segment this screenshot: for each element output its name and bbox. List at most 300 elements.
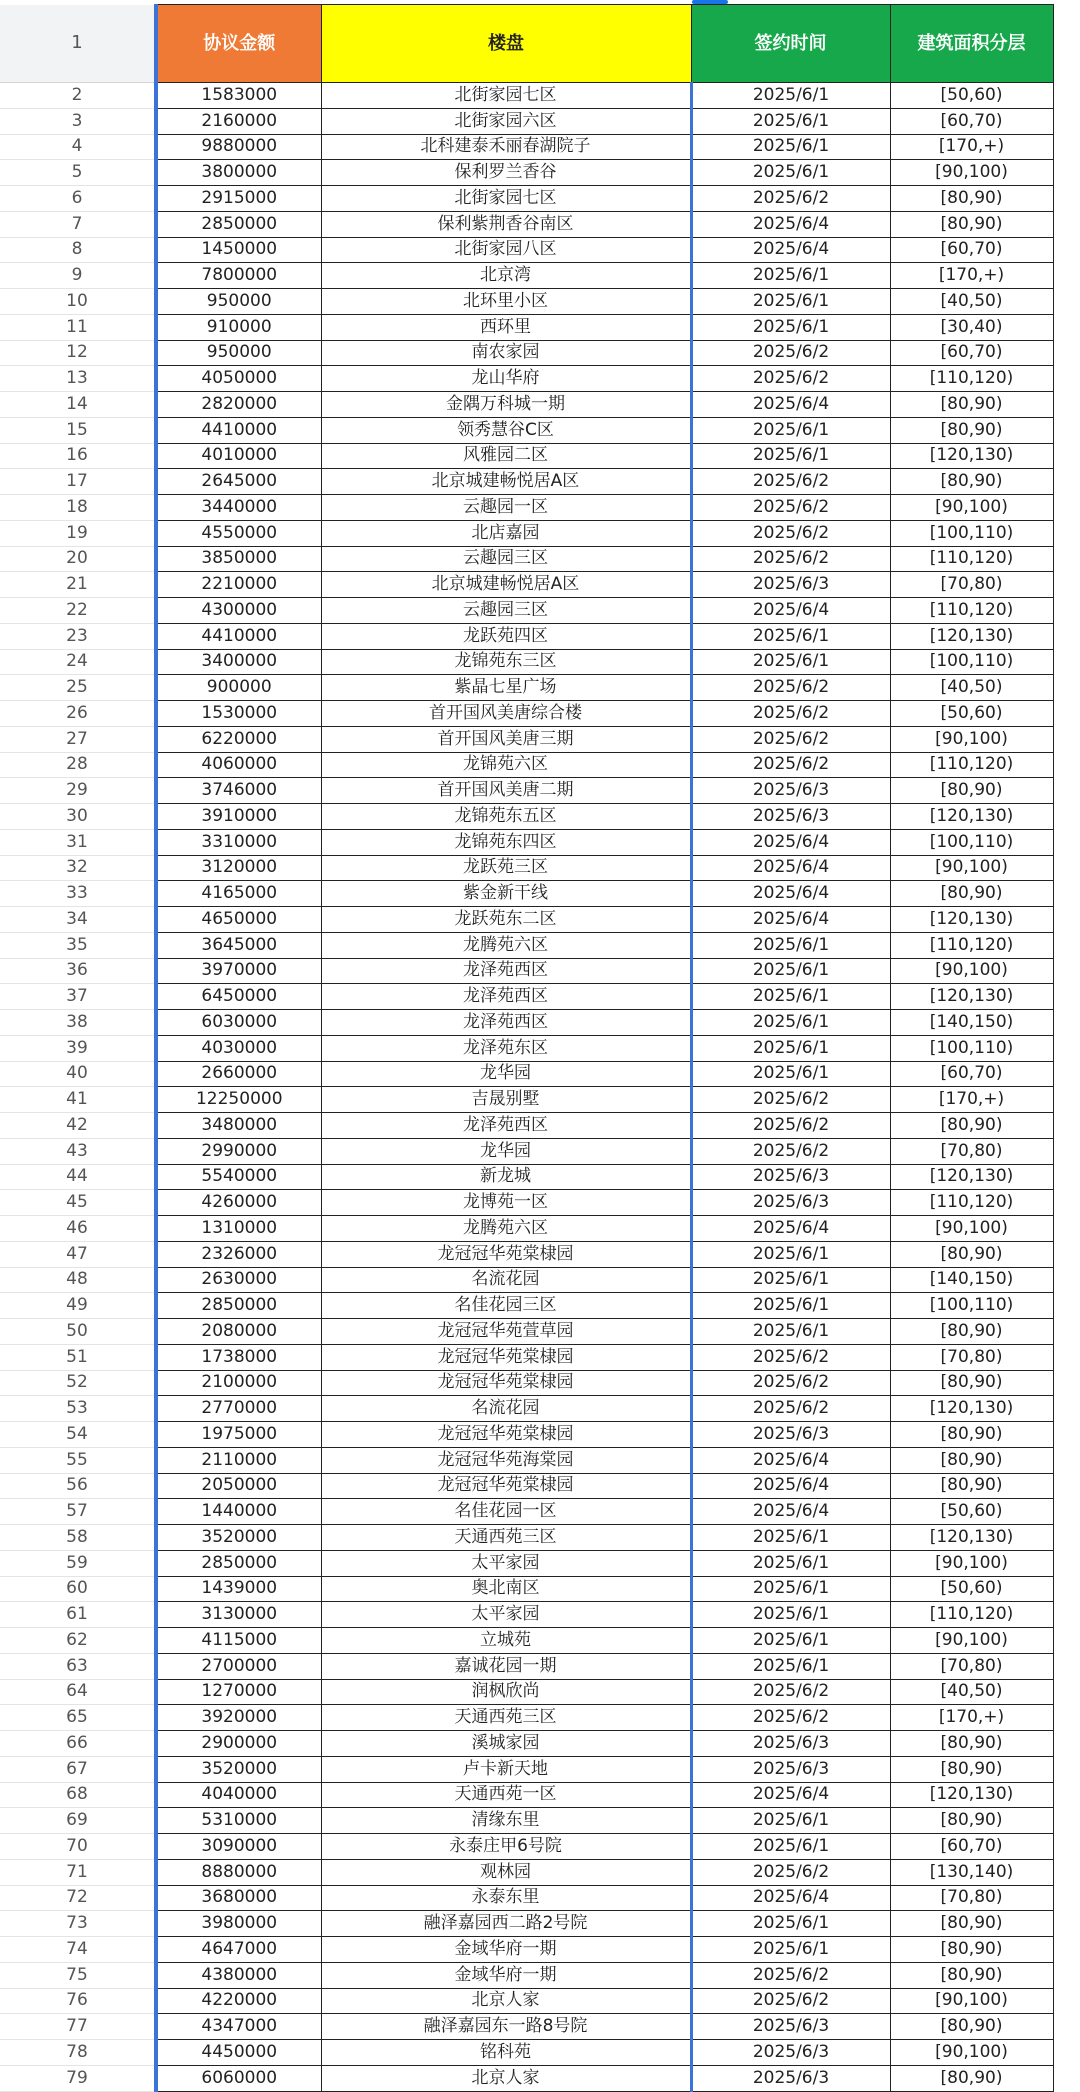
amount-cell[interactable]: 1738000 [156, 1344, 321, 1370]
amount-cell[interactable]: 4260000 [156, 1190, 321, 1216]
property-name-cell[interactable]: 奥北南区 [321, 1576, 691, 1602]
row-number[interactable]: 53 [0, 1396, 156, 1422]
sign-date-cell[interactable]: 2025/6/3 [691, 2040, 890, 2066]
sign-date-cell[interactable]: 2025/6/2 [691, 701, 890, 727]
property-name-cell[interactable]: 龙华园 [321, 1061, 691, 1087]
row-number[interactable]: 51 [0, 1344, 156, 1370]
area-range-cell[interactable]: [110,120) [890, 932, 1053, 958]
row-number[interactable]: 30 [0, 804, 156, 830]
sign-date-cell[interactable]: 2025/6/1 [691, 623, 890, 649]
sign-date-cell[interactable]: 2025/6/1 [691, 314, 890, 340]
area-range-column-header[interactable]: 建筑面积分层 [890, 5, 1053, 83]
area-range-cell[interactable]: [50,60) [890, 1499, 1053, 1525]
amount-cell[interactable]: 3920000 [156, 1705, 321, 1731]
sign-date-cell[interactable]: 2025/6/1 [691, 1628, 890, 1654]
area-range-cell[interactable]: [100,110) [890, 520, 1053, 546]
area-range-cell[interactable]: [80,90) [890, 469, 1053, 495]
sign-date-cell[interactable]: 2025/6/1 [691, 1525, 890, 1551]
amount-cell[interactable]: 1270000 [156, 1679, 321, 1705]
amount-cell[interactable]: 4220000 [156, 1988, 321, 2014]
sign-date-cell[interactable]: 2025/6/1 [691, 443, 890, 469]
sign-date-cell[interactable]: 2025/6/2 [691, 495, 890, 521]
amount-cell[interactable]: 950000 [156, 340, 321, 366]
property-name-cell[interactable]: 金域华府一期 [321, 1937, 691, 1963]
row-number[interactable]: 71 [0, 1859, 156, 1885]
row-number[interactable]: 43 [0, 1138, 156, 1164]
row-number[interactable]: 67 [0, 1756, 156, 1782]
sign-date-cell[interactable]: 2025/6/2 [691, 1679, 890, 1705]
property-name-cell[interactable]: 龙泽苑西区 [321, 984, 691, 1010]
row-number[interactable]: 9 [0, 263, 156, 289]
area-range-cell[interactable]: [80,90) [890, 1241, 1053, 1267]
property-name-cell[interactable]: 龙锦苑东五区 [321, 804, 691, 830]
area-range-cell[interactable]: [120,130) [890, 804, 1053, 830]
area-range-cell[interactable]: [100,110) [890, 1293, 1053, 1319]
property-name-cell[interactable]: 太平家园 [321, 1602, 691, 1628]
property-name-cell[interactable]: 北科建泰禾丽春湖院子 [321, 134, 691, 160]
sign-date-cell[interactable]: 2025/6/1 [691, 1061, 890, 1087]
row-number[interactable]: 13 [0, 366, 156, 392]
row-number[interactable]: 75 [0, 1962, 156, 1988]
sign-date-cell[interactable]: 2025/6/1 [691, 1808, 890, 1834]
row-number[interactable]: 28 [0, 752, 156, 778]
amount-cell[interactable]: 4347000 [156, 2014, 321, 2040]
amount-cell[interactable]: 9880000 [156, 134, 321, 160]
area-range-cell[interactable]: [80,90) [890, 1937, 1053, 1963]
amount-cell[interactable]: 2660000 [156, 1061, 321, 1087]
row-number[interactable]: 55 [0, 1447, 156, 1473]
amount-cell[interactable]: 2630000 [156, 1267, 321, 1293]
area-range-cell[interactable]: [110,120) [890, 366, 1053, 392]
row-number[interactable]: 58 [0, 1525, 156, 1551]
amount-cell[interactable]: 2326000 [156, 1241, 321, 1267]
property-name-cell[interactable]: 北街家园八区 [321, 237, 691, 263]
row-number[interactable]: 62 [0, 1628, 156, 1654]
area-range-cell[interactable]: [120,130) [890, 623, 1053, 649]
sign-date-cell[interactable]: 2025/6/4 [691, 237, 890, 263]
area-range-cell[interactable]: [90,100) [890, 958, 1053, 984]
area-range-cell[interactable]: [90,100) [890, 1628, 1053, 1654]
row-number[interactable]: 18 [0, 495, 156, 521]
row-number[interactable]: 74 [0, 1937, 156, 1963]
property-name-cell[interactable]: 紫晶七星广场 [321, 675, 691, 701]
property-name-cell[interactable]: 清缘东里 [321, 1808, 691, 1834]
property-name-cell[interactable]: 润枫欣尚 [321, 1679, 691, 1705]
property-name-cell[interactable]: 吉晟别墅 [321, 1087, 691, 1113]
amount-cell[interactable]: 1450000 [156, 237, 321, 263]
amount-cell[interactable]: 4010000 [156, 443, 321, 469]
amount-cell[interactable]: 6220000 [156, 726, 321, 752]
row-number[interactable]: 16 [0, 443, 156, 469]
row-number[interactable]: 70 [0, 1834, 156, 1860]
sign-date-cell[interactable]: 2025/6/4 [691, 392, 890, 418]
row-number[interactable]: 36 [0, 958, 156, 984]
row-number[interactable]: 37 [0, 984, 156, 1010]
property-name-cell[interactable]: 龙锦苑东四区 [321, 829, 691, 855]
property-name-cell[interactable]: 立城苑 [321, 1628, 691, 1654]
sign-date-cell[interactable]: 2025/6/2 [691, 340, 890, 366]
sign-date-cell[interactable]: 2025/6/3 [691, 2065, 890, 2091]
area-range-cell[interactable]: [60,70) [890, 1061, 1053, 1087]
area-range-cell[interactable]: [120,130) [890, 1525, 1053, 1551]
property-name-cell[interactable]: 新龙城 [321, 1164, 691, 1190]
property-name-cell[interactable]: 龙冠冠华苑萱草园 [321, 1319, 691, 1345]
property-name-cell[interactable]: 北京城建畅悦居A区 [321, 469, 691, 495]
area-range-cell[interactable]: [60,70) [890, 108, 1053, 134]
row-number[interactable]: 26 [0, 701, 156, 727]
property-name-cell[interactable]: 北京湾 [321, 263, 691, 289]
row-number[interactable]: 42 [0, 1113, 156, 1139]
property-name-cell[interactable]: 龙冠冠华苑棠棣园 [321, 1344, 691, 1370]
area-range-cell[interactable]: [110,120) [890, 598, 1053, 624]
area-range-cell[interactable]: [80,90) [890, 2014, 1053, 2040]
area-range-cell[interactable]: [170,+) [890, 263, 1053, 289]
amount-cell[interactable]: 4380000 [156, 1962, 321, 1988]
area-range-cell[interactable]: [50,60) [890, 701, 1053, 727]
row-number[interactable]: 22 [0, 598, 156, 624]
amount-cell[interactable]: 2100000 [156, 1370, 321, 1396]
area-range-cell[interactable]: [50,60) [890, 1576, 1053, 1602]
amount-cell[interactable]: 3910000 [156, 804, 321, 830]
amount-cell[interactable]: 2770000 [156, 1396, 321, 1422]
amount-cell[interactable]: 3440000 [156, 495, 321, 521]
row-number[interactable]: 12 [0, 340, 156, 366]
sign-date-cell[interactable]: 2025/6/4 [691, 855, 890, 881]
row-number[interactable]: 52 [0, 1370, 156, 1396]
sign-date-cell[interactable]: 2025/6/1 [691, 649, 890, 675]
sign-date-cell[interactable]: 2025/6/3 [691, 1731, 890, 1757]
amount-cell[interactable]: 2160000 [156, 108, 321, 134]
property-name-cell[interactable]: 观林园 [321, 1859, 691, 1885]
row-number[interactable]: 15 [0, 417, 156, 443]
property-column-header[interactable]: 楼盘 [321, 5, 691, 83]
row-number[interactable]: 56 [0, 1473, 156, 1499]
area-range-cell[interactable]: [80,90) [890, 211, 1053, 237]
area-range-cell[interactable]: [120,130) [890, 907, 1053, 933]
row-number[interactable]: 4 [0, 134, 156, 160]
property-name-cell[interactable]: 北店嘉园 [321, 520, 691, 546]
property-name-cell[interactable]: 北京人家 [321, 2065, 691, 2091]
sign-date-cell[interactable]: 2025/6/2 [691, 1396, 890, 1422]
sign-date-cell[interactable]: 2025/6/2 [691, 1962, 890, 1988]
amount-cell[interactable]: 4050000 [156, 366, 321, 392]
property-name-cell[interactable]: 龙跃苑四区 [321, 623, 691, 649]
sign-date-cell[interactable]: 2025/6/2 [691, 546, 890, 572]
row-number[interactable]: 54 [0, 1422, 156, 1448]
property-name-cell[interactable]: 名佳花园三区 [321, 1293, 691, 1319]
amount-cell[interactable]: 1975000 [156, 1422, 321, 1448]
sign-date-cell[interactable]: 2025/6/4 [691, 881, 890, 907]
area-range-cell[interactable]: [80,90) [890, 186, 1053, 212]
sign-date-cell[interactable]: 2025/6/2 [691, 520, 890, 546]
property-name-cell[interactable]: 保利紫荆香谷南区 [321, 211, 691, 237]
area-range-cell[interactable]: [80,90) [890, 1808, 1053, 1834]
row-number[interactable]: 2 [0, 83, 156, 109]
property-name-cell[interactable]: 北街家园七区 [321, 83, 691, 109]
sign-date-cell[interactable]: 2025/6/3 [691, 1422, 890, 1448]
area-range-cell[interactable]: [80,90) [890, 1422, 1053, 1448]
sign-date-cell[interactable]: 2025/6/2 [691, 1988, 890, 2014]
row-number[interactable]: 20 [0, 546, 156, 572]
row-number[interactable]: 17 [0, 469, 156, 495]
row-number[interactable]: 72 [0, 1885, 156, 1911]
sign-date-cell[interactable]: 2025/6/1 [691, 83, 890, 109]
amount-cell[interactable]: 12250000 [156, 1087, 321, 1113]
row-number[interactable]: 3 [0, 108, 156, 134]
property-name-cell[interactable]: 龙腾苑六区 [321, 1216, 691, 1242]
area-range-cell[interactable]: [80,90) [890, 417, 1053, 443]
sign-date-cell[interactable]: 2025/6/4 [691, 1782, 890, 1808]
area-range-cell[interactable]: [90,100) [890, 160, 1053, 186]
row-number[interactable]: 77 [0, 2014, 156, 2040]
property-name-cell[interactable]: 紫金新干线 [321, 881, 691, 907]
row-number[interactable]: 38 [0, 1010, 156, 1036]
amount-cell[interactable]: 1530000 [156, 701, 321, 727]
property-name-cell[interactable]: 风雅园二区 [321, 443, 691, 469]
sign-date-cell[interactable]: 2025/6/2 [691, 1138, 890, 1164]
sign-date-column-header[interactable]: 签约时间 [691, 5, 890, 83]
area-range-cell[interactable]: [90,100) [890, 726, 1053, 752]
area-range-cell[interactable]: [90,100) [890, 1988, 1053, 2014]
amount-cell[interactable]: 2900000 [156, 1731, 321, 1757]
area-range-cell[interactable]: [110,120) [890, 1190, 1053, 1216]
property-name-cell[interactable]: 龙跃苑三区 [321, 855, 691, 881]
amount-cell[interactable]: 4410000 [156, 417, 321, 443]
property-name-cell[interactable]: 卢卡新天地 [321, 1756, 691, 1782]
property-name-cell[interactable]: 龙冠冠华苑棠棣园 [321, 1370, 691, 1396]
area-range-cell[interactable]: [70,80) [890, 572, 1053, 598]
property-name-cell[interactable]: 龙锦苑东三区 [321, 649, 691, 675]
amount-cell[interactable]: 2850000 [156, 1293, 321, 1319]
amount-cell[interactable]: 3120000 [156, 855, 321, 881]
area-range-cell[interactable]: [80,90) [890, 2065, 1053, 2091]
property-name-cell[interactable]: 太平家园 [321, 1550, 691, 1576]
property-name-cell[interactable]: 云趣园一区 [321, 495, 691, 521]
sign-date-cell[interactable]: 2025/6/1 [691, 1602, 890, 1628]
sign-date-cell[interactable]: 2025/6/3 [691, 1164, 890, 1190]
area-range-cell[interactable]: [170,+) [890, 1705, 1053, 1731]
sign-date-cell[interactable]: 2025/6/2 [691, 675, 890, 701]
area-range-cell[interactable]: [120,130) [890, 984, 1053, 1010]
amount-cell[interactable]: 4450000 [156, 2040, 321, 2066]
amount-cell[interactable]: 3520000 [156, 1756, 321, 1782]
row-number-header[interactable]: 1 [0, 5, 156, 83]
amount-cell[interactable]: 3130000 [156, 1602, 321, 1628]
property-name-cell[interactable]: 天通西苑三区 [321, 1705, 691, 1731]
amount-cell[interactable]: 4040000 [156, 1782, 321, 1808]
row-number[interactable]: 40 [0, 1061, 156, 1087]
row-number[interactable]: 31 [0, 829, 156, 855]
row-number[interactable]: 79 [0, 2065, 156, 2091]
property-name-cell[interactable]: 名流花园 [321, 1396, 691, 1422]
property-name-cell[interactable]: 龙腾苑六区 [321, 932, 691, 958]
area-range-cell[interactable]: [90,100) [890, 495, 1053, 521]
sign-date-cell[interactable]: 2025/6/2 [691, 1705, 890, 1731]
amount-cell[interactable]: 2645000 [156, 469, 321, 495]
sign-date-cell[interactable]: 2025/6/2 [691, 186, 890, 212]
sign-date-cell[interactable]: 2025/6/2 [691, 1344, 890, 1370]
property-name-cell[interactable]: 永泰东里 [321, 1885, 691, 1911]
area-range-cell[interactable]: [70,80) [890, 1653, 1053, 1679]
sign-date-cell[interactable]: 2025/6/1 [691, 1319, 890, 1345]
property-name-cell[interactable]: 保利罗兰香谷 [321, 160, 691, 186]
sign-date-cell[interactable]: 2025/6/1 [691, 134, 890, 160]
row-number[interactable]: 61 [0, 1602, 156, 1628]
sign-date-cell[interactable]: 2025/6/1 [691, 1550, 890, 1576]
amount-cell[interactable]: 3645000 [156, 932, 321, 958]
amount-cell[interactable]: 8880000 [156, 1859, 321, 1885]
amount-cell[interactable]: 4647000 [156, 1937, 321, 1963]
amount-cell[interactable]: 2110000 [156, 1447, 321, 1473]
amount-cell[interactable]: 3520000 [156, 1525, 321, 1551]
row-number[interactable]: 11 [0, 314, 156, 340]
area-range-cell[interactable]: [80,90) [890, 1319, 1053, 1345]
sign-date-cell[interactable]: 2025/6/1 [691, 1267, 890, 1293]
sign-date-cell[interactable]: 2025/6/4 [691, 1499, 890, 1525]
property-name-cell[interactable]: 名佳花园一区 [321, 1499, 691, 1525]
row-number[interactable]: 33 [0, 881, 156, 907]
row-number[interactable]: 68 [0, 1782, 156, 1808]
sign-date-cell[interactable]: 2025/6/2 [691, 469, 890, 495]
sign-date-cell[interactable]: 2025/6/1 [691, 1241, 890, 1267]
amount-cell[interactable]: 900000 [156, 675, 321, 701]
row-number[interactable]: 29 [0, 778, 156, 804]
property-name-cell[interactable]: 云趣园三区 [321, 546, 691, 572]
area-range-cell[interactable]: [110,120) [890, 546, 1053, 572]
property-name-cell[interactable]: 龙泽苑东区 [321, 1035, 691, 1061]
row-number[interactable]: 41 [0, 1087, 156, 1113]
amount-cell[interactable]: 2050000 [156, 1473, 321, 1499]
area-range-cell[interactable]: [120,130) [890, 1396, 1053, 1422]
property-name-cell[interactable]: 龙跃苑东二区 [321, 907, 691, 933]
amount-cell[interactable]: 4060000 [156, 752, 321, 778]
row-number[interactable]: 5 [0, 160, 156, 186]
property-name-cell[interactable]: 永泰庄甲6号院 [321, 1834, 691, 1860]
row-number[interactable]: 7 [0, 211, 156, 237]
sign-date-cell[interactable]: 2025/6/4 [691, 211, 890, 237]
amount-cell[interactable]: 3310000 [156, 829, 321, 855]
amount-cell[interactable]: 3400000 [156, 649, 321, 675]
property-name-cell[interactable]: 龙泽苑西区 [321, 1113, 691, 1139]
sign-date-cell[interactable]: 2025/6/2 [691, 726, 890, 752]
area-range-cell[interactable]: [40,50) [890, 675, 1053, 701]
property-name-cell[interactable]: 首开国风美唐综合楼 [321, 701, 691, 727]
amount-cell[interactable]: 2990000 [156, 1138, 321, 1164]
sign-date-cell[interactable]: 2025/6/2 [691, 1113, 890, 1139]
sign-date-cell[interactable]: 2025/6/4 [691, 1447, 890, 1473]
property-name-cell[interactable]: 龙锦苑六区 [321, 752, 691, 778]
row-number[interactable]: 10 [0, 289, 156, 315]
area-range-cell[interactable]: [140,150) [890, 1010, 1053, 1036]
property-name-cell[interactable]: 龙冠冠华苑棠棣园 [321, 1473, 691, 1499]
property-name-cell[interactable]: 龙泽苑西区 [321, 958, 691, 984]
row-number[interactable]: 65 [0, 1705, 156, 1731]
sign-date-cell[interactable]: 2025/6/3 [691, 778, 890, 804]
area-range-cell[interactable]: [70,80) [890, 1344, 1053, 1370]
area-range-cell[interactable]: [170,+) [890, 1087, 1053, 1113]
row-number[interactable]: 6 [0, 186, 156, 212]
amount-cell[interactable]: 6030000 [156, 1010, 321, 1036]
amount-cell[interactable]: 2210000 [156, 572, 321, 598]
amount-cell[interactable]: 3090000 [156, 1834, 321, 1860]
sign-date-cell[interactable]: 2025/6/1 [691, 1035, 890, 1061]
sign-date-cell[interactable]: 2025/6/1 [691, 1937, 890, 1963]
property-name-cell[interactable]: 首开国风美唐二期 [321, 778, 691, 804]
area-range-cell[interactable]: [40,50) [890, 1679, 1053, 1705]
row-number[interactable]: 50 [0, 1319, 156, 1345]
amount-cell[interactable]: 2080000 [156, 1319, 321, 1345]
amount-cell[interactable]: 4165000 [156, 881, 321, 907]
row-number[interactable]: 34 [0, 907, 156, 933]
row-number[interactable]: 25 [0, 675, 156, 701]
amount-cell[interactable]: 4300000 [156, 598, 321, 624]
sign-date-cell[interactable]: 2025/6/1 [691, 1293, 890, 1319]
sign-date-cell[interactable]: 2025/6/2 [691, 1087, 890, 1113]
property-name-cell[interactable]: 名流花园 [321, 1267, 691, 1293]
amount-cell[interactable]: 4115000 [156, 1628, 321, 1654]
property-name-cell[interactable]: 龙山华府 [321, 366, 691, 392]
row-number[interactable]: 24 [0, 649, 156, 675]
amount-cell[interactable]: 5310000 [156, 1808, 321, 1834]
property-name-cell[interactable]: 龙泽苑西区 [321, 1010, 691, 1036]
amount-cell[interactable]: 7800000 [156, 263, 321, 289]
property-name-cell[interactable]: 北京人家 [321, 1988, 691, 2014]
row-number[interactable]: 63 [0, 1653, 156, 1679]
amount-cell[interactable]: 5540000 [156, 1164, 321, 1190]
area-range-cell[interactable]: [90,100) [890, 1550, 1053, 1576]
sign-date-cell[interactable]: 2025/6/3 [691, 804, 890, 830]
row-number[interactable]: 14 [0, 392, 156, 418]
area-range-cell[interactable]: [50,60) [890, 83, 1053, 109]
area-range-cell[interactable]: [170,+) [890, 134, 1053, 160]
sign-date-cell[interactable]: 2025/6/4 [691, 1885, 890, 1911]
row-number[interactable]: 45 [0, 1190, 156, 1216]
property-name-cell[interactable]: 嘉诚花园一期 [321, 1653, 691, 1679]
property-name-cell[interactable]: 云趣园三区 [321, 598, 691, 624]
area-range-cell[interactable]: [80,90) [890, 1731, 1053, 1757]
property-name-cell[interactable]: 铭科苑 [321, 2040, 691, 2066]
sign-date-cell[interactable]: 2025/6/4 [691, 907, 890, 933]
area-range-cell[interactable]: [80,90) [890, 1911, 1053, 1937]
amount-cell[interactable]: 3800000 [156, 160, 321, 186]
sign-date-cell[interactable]: 2025/6/3 [691, 1190, 890, 1216]
row-number[interactable]: 49 [0, 1293, 156, 1319]
amount-cell[interactable]: 6450000 [156, 984, 321, 1010]
sign-date-cell[interactable]: 2025/6/1 [691, 984, 890, 1010]
property-name-cell[interactable]: 龙博苑一区 [321, 1190, 691, 1216]
amount-cell[interactable]: 6060000 [156, 2065, 321, 2091]
row-number[interactable]: 19 [0, 520, 156, 546]
sign-date-cell[interactable]: 2025/6/1 [691, 958, 890, 984]
sign-date-cell[interactable]: 2025/6/1 [691, 1653, 890, 1679]
sign-date-cell[interactable]: 2025/6/1 [691, 1834, 890, 1860]
row-number[interactable]: 78 [0, 2040, 156, 2066]
area-range-cell[interactable]: [90,100) [890, 1216, 1053, 1242]
sign-date-cell[interactable]: 2025/6/2 [691, 1370, 890, 1396]
row-number[interactable]: 27 [0, 726, 156, 752]
sign-date-cell[interactable]: 2025/6/1 [691, 1911, 890, 1937]
area-range-cell[interactable]: [80,90) [890, 1473, 1053, 1499]
amount-cell[interactable]: 4550000 [156, 520, 321, 546]
area-range-cell[interactable]: [70,80) [890, 1885, 1053, 1911]
area-range-cell[interactable]: [80,90) [890, 392, 1053, 418]
amount-cell[interactable]: 1440000 [156, 1499, 321, 1525]
area-range-cell[interactable]: [80,90) [890, 1113, 1053, 1139]
sign-date-cell[interactable]: 2025/6/4 [691, 598, 890, 624]
area-range-cell[interactable]: [140,150) [890, 1267, 1053, 1293]
sign-date-cell[interactable]: 2025/6/4 [691, 1216, 890, 1242]
sign-date-cell[interactable]: 2025/6/1 [691, 932, 890, 958]
